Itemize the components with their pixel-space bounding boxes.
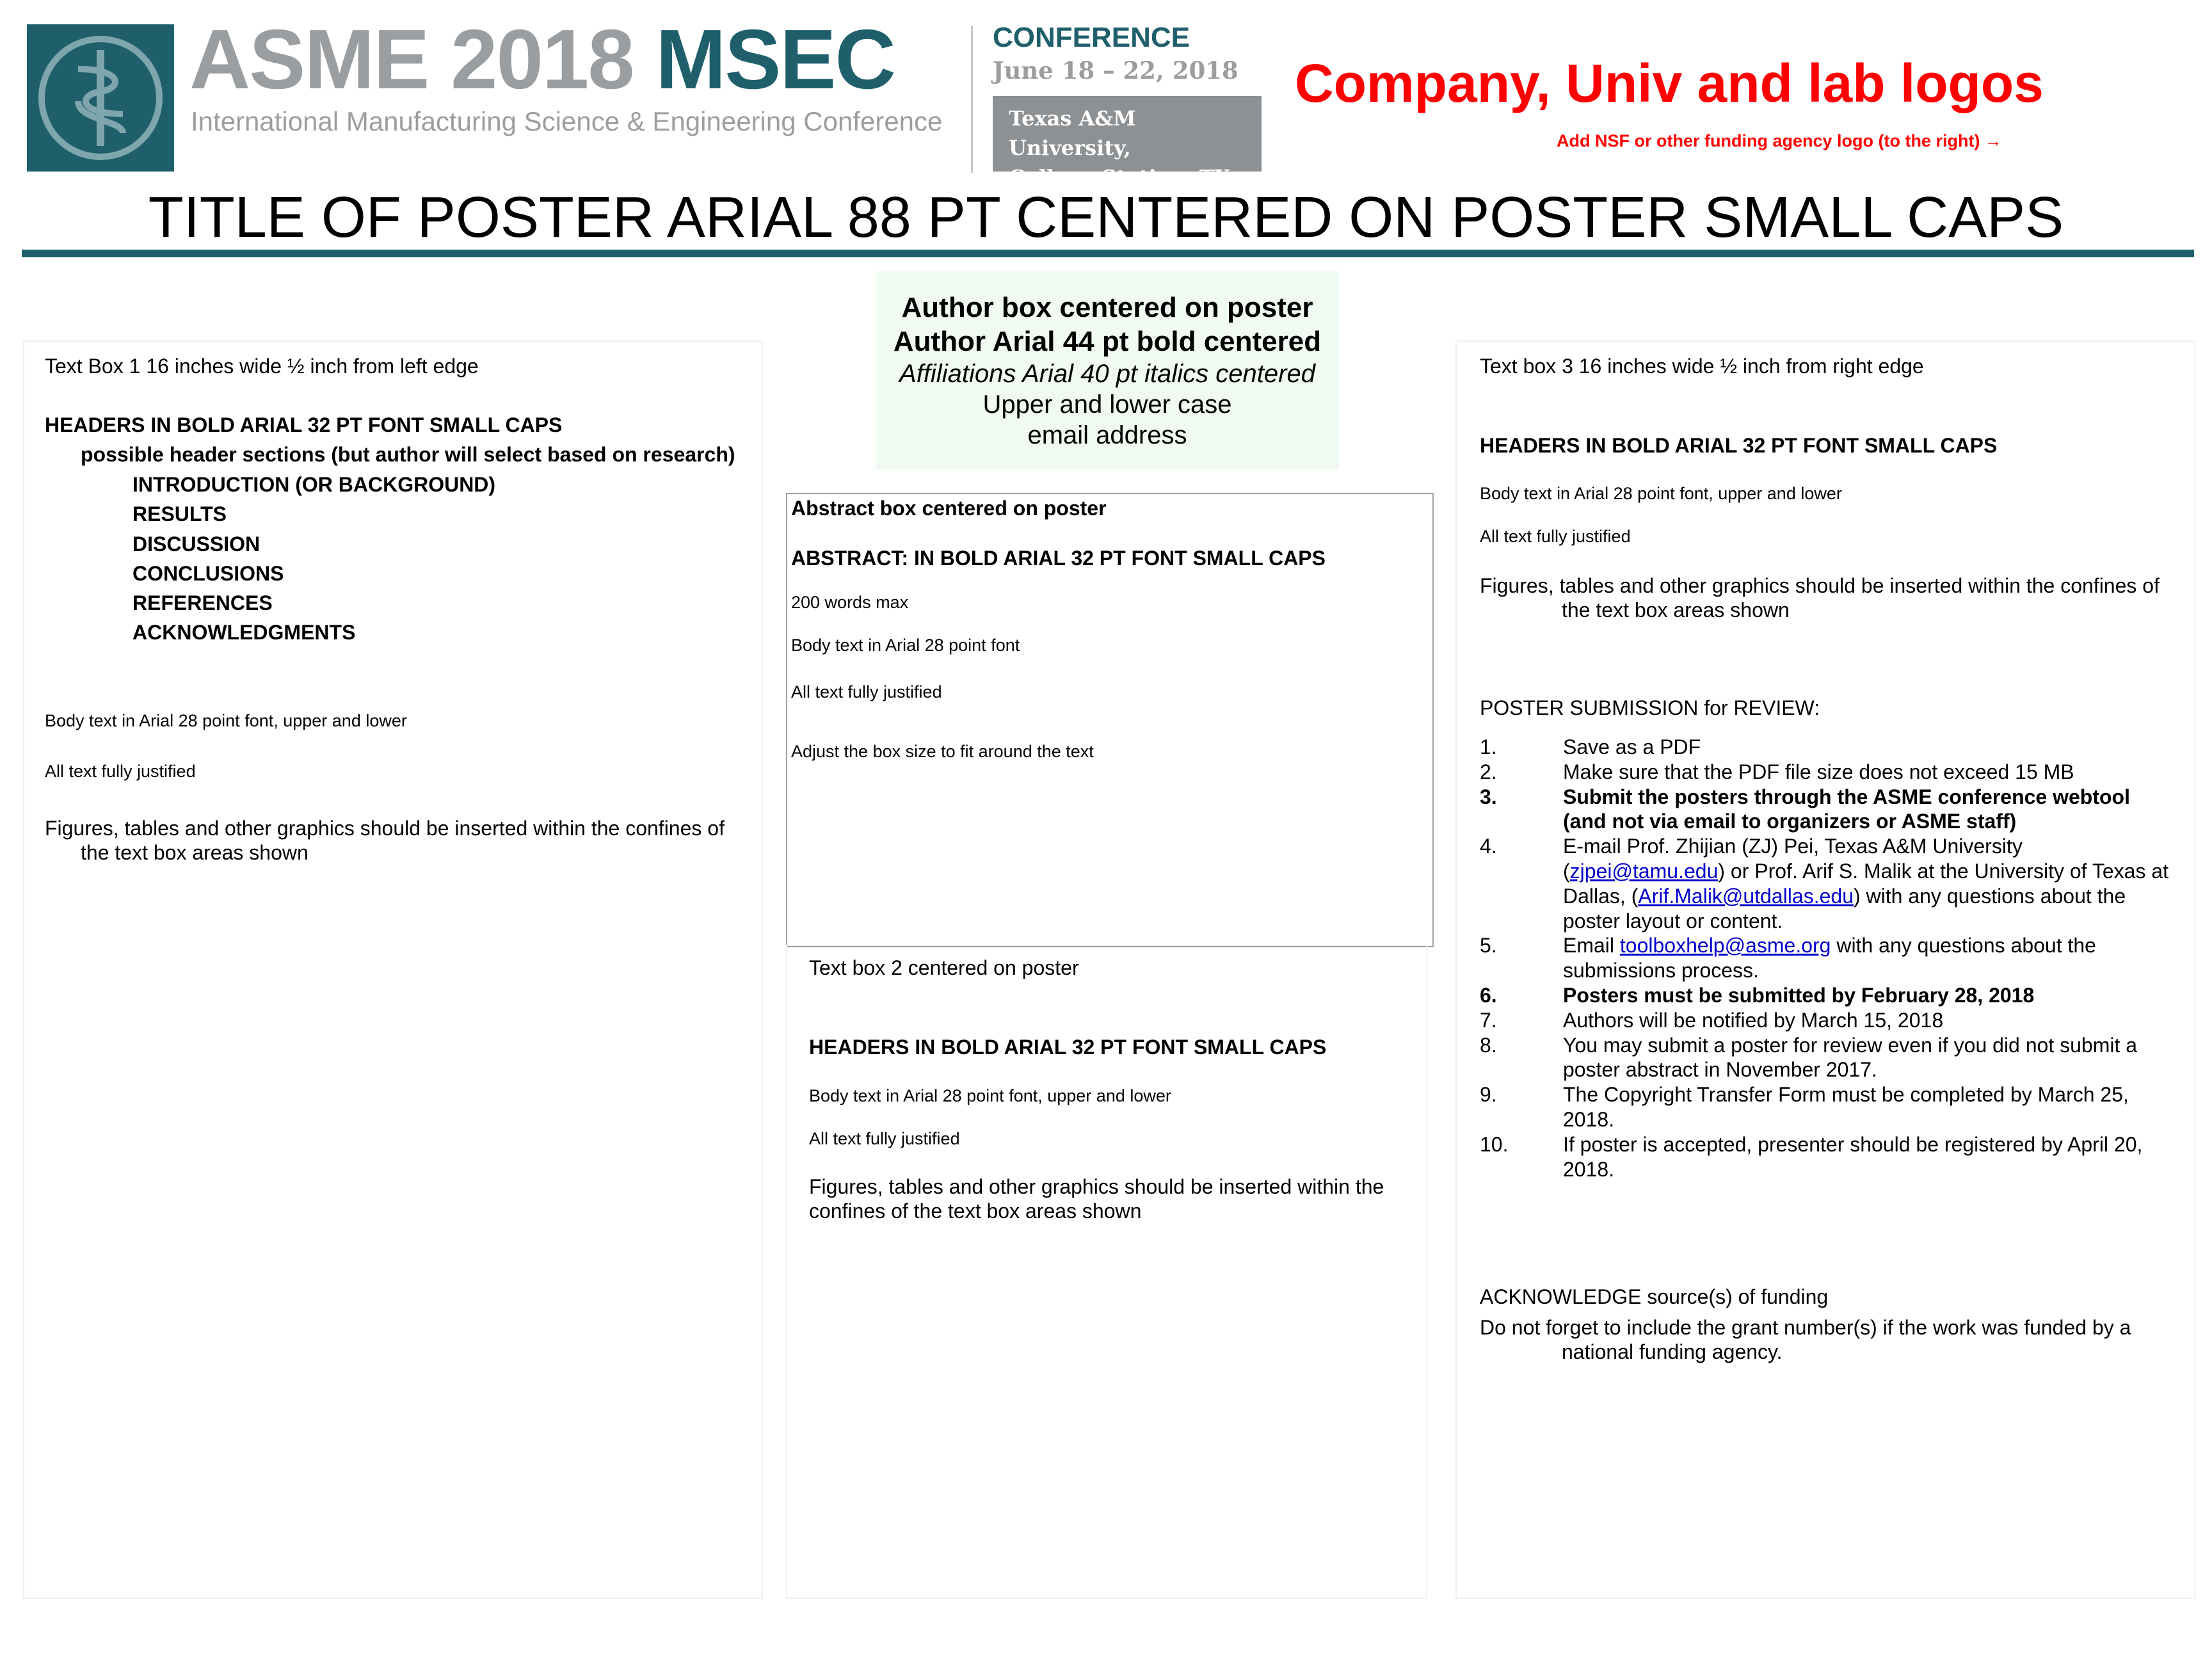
list-item (1480, 760, 2177, 785)
text-segment: E-mail Prof. Zhijian (ZJ) Pei, Texas A&M University ( (1563, 835, 2023, 883)
list-item (1480, 1008, 2177, 1033)
word-limit-note: 200 words max (791, 593, 909, 612)
list-number: 3. (1480, 785, 1497, 808)
acknowledge-line-1: Do not forget to include the grant number(s) if the work was funded by a (1480, 1316, 2131, 1339)
body-font-note: Body text in Arial 28 point font (791, 636, 1020, 655)
email-link-malik[interactable]: Arif.Malik@utdallas.edu (1638, 884, 1854, 908)
section-item: DISCUSSION (132, 533, 260, 556)
funding-logo-note: Add NSF or other funding agency logo (to the right) → (1557, 131, 2002, 150)
conference-dates: June 18 – 22, 2018 (993, 56, 1238, 84)
figures-note-line-1: Figures, tables and other graphics should be inserted within the confines of (1480, 574, 2160, 597)
section-item: RESULTS (132, 502, 227, 525)
submission-title: POSTER SUBMISSION for REVIEW: (1480, 696, 1820, 719)
abstract-box-label: Abstract box centered on poster (791, 497, 1107, 520)
list-item (1480, 834, 2177, 933)
list-text: Submit the posters through the ASME conference webtool (and not via email to organizers or ASME staff) (1563, 785, 2130, 833)
section-item: REFERENCES (132, 591, 273, 614)
list-number: 8. (1480, 1033, 1497, 1057)
body-font-note: Body text in Arial 28 point font, upper and lower (809, 1086, 1171, 1105)
email-link-toolbox[interactable]: toolboxhelp@asme.org (1619, 934, 1831, 958)
submission-list (1480, 735, 2177, 1182)
header-divider (971, 26, 973, 173)
list-item (1480, 735, 2177, 760)
justified-note: All text fully justified (809, 1129, 960, 1148)
figures-note-line-2: confines of the text box areas shown (809, 1199, 1142, 1222)
justified-note: All text fully justified (45, 762, 196, 781)
asme-logo-icon (27, 24, 174, 172)
text-box-1-header: HEADERS IN BOLD ARIAL 32 PT FONT SMALL CAPS (45, 413, 563, 437)
list-item (1480, 933, 2177, 983)
list-item (1480, 1132, 2177, 1182)
list-text (1563, 834, 2177, 933)
list-number: 2. (1480, 760, 1497, 783)
acknowledge-line-2: national funding agency. (1562, 1340, 1783, 1363)
list-text: Save as a PDF (1563, 735, 1701, 758)
figures-note-line-2: the text box areas shown (81, 841, 309, 864)
list-item (1480, 785, 2177, 835)
body-font-note: Body text in Arial 28 point font, upper and lower (1480, 484, 1842, 503)
acknowledge-title: ACKNOWLEDGE source(s) of funding (1480, 1285, 1829, 1308)
poster-title: TITLE OF POSTER ARIAL 88 PT CENTERED ON POSTER SMALL CAPS (148, 186, 2064, 250)
list-text: Make sure that the PDF file size does not exceed 15 MB (1563, 760, 2074, 783)
text-segment: with any questions about the submissions process. (1563, 934, 2096, 982)
text-box-2-header: HEADERS IN BOLD ARIAL 32 PT FONT SMALL CAPS (809, 1036, 1327, 1059)
list-text: If poster is accepted, presenter should be registered by April 20, 2018. (1563, 1132, 2143, 1181)
venue-line-1: Texas A&M University, (1009, 106, 1136, 160)
list-number: 5. (1480, 934, 1497, 958)
text-segment: Email (1563, 934, 1620, 958)
body-font-note: Body text in Arial 28 point font, upper and lower (45, 711, 407, 730)
author-line: Author Arial 44 pt bold centered (893, 326, 1322, 357)
list-item (1480, 1033, 2177, 1083)
email-link-pei[interactable]: zjpei@tamu.edu (1569, 859, 1719, 883)
list-number: 4. (1480, 835, 1497, 858)
venue-box (993, 96, 1262, 189)
title-rule (22, 250, 2194, 257)
figures-note-line-1: Figures, tables and other graphics should be inserted within the confines of (45, 817, 725, 840)
venue-line-2: College Station, TX (1009, 165, 1231, 189)
abstract-header: ABSTRACT: IN BOLD ARIAL 32 PT FONT SMALL CAPS (791, 547, 1326, 570)
conference-label: CONFERENCE (993, 22, 1190, 53)
email-line: email address (1027, 421, 1187, 449)
list-item (1480, 1082, 2177, 1132)
list-number: 9. (1480, 1083, 1497, 1107)
affiliations-line: Affiliations Arial 40 pt italics centered (899, 360, 1315, 388)
text-box-1 (23, 341, 763, 1599)
section-item: INTRODUCTION (OR BACKGROUND) (132, 473, 496, 496)
conference-logo-title: ASME 2018 MSEC (189, 12, 895, 106)
list-number: 6. (1480, 983, 1497, 1007)
text-box-1-label: Text Box 1 16 inches wide ½ inch from left edge (45, 355, 479, 378)
conference-full-name: International Manufacturing Science & Engineering Conference (191, 106, 943, 136)
justified-note: All text fully justified (791, 682, 942, 701)
list-text: Authors will be notified by March 15, 2018 (1563, 1008, 1944, 1032)
text-box-3-label: Text box 3 16 inches wide ½ inch from right edge (1480, 355, 1924, 378)
possible-sections-note: possible header sections (but author will select based on research) (81, 443, 735, 466)
list-number: 10. (1480, 1132, 1509, 1156)
list-item (1480, 983, 2177, 1008)
text-segment: ) or Prof. Arif S. Malik at the University of Texas at Dallas, ( (1563, 859, 2169, 908)
list-text: The Copyright Transfer Form must be completed by March 25, 2018. (1563, 1083, 2129, 1131)
list-text: You may submit a poster for review even if you did not submit a poster abstract in November 2017. (1563, 1033, 2138, 1082)
figures-note-line-2: the text box areas shown (1562, 598, 1790, 621)
author-box-title: Author box centered on poster (901, 292, 1313, 323)
list-text: Posters must be submitted by February 28, 2018 (1563, 983, 2035, 1007)
justified-note: All text fully justified (1480, 527, 1631, 546)
figures-note-line-1: Figures, tables and other graphics should be inserted within the (809, 1175, 1384, 1198)
case-line: Upper and lower case (982, 390, 1232, 419)
text-box-3-header: HEADERS IN BOLD ARIAL 32 PT FONT SMALL CAPS (1480, 434, 1998, 457)
text-segment: ) with any questions about the poster layout or content. (1563, 884, 2126, 933)
list-number: 7. (1480, 1008, 1497, 1032)
section-item: CONCLUSIONS (132, 562, 284, 585)
author-box (876, 271, 1339, 470)
logos-placeholder: Company, Univ and lab logos (1295, 53, 2044, 113)
list-number: 1. (1480, 735, 1497, 758)
list-text (1563, 933, 2177, 983)
section-item: ACKNOWLEDGMENTS (132, 621, 356, 644)
text-box-2-label: Text box 2 centered on poster (809, 956, 1079, 979)
adjust-box-note: Adjust the box size to fit around the text (791, 742, 1094, 761)
